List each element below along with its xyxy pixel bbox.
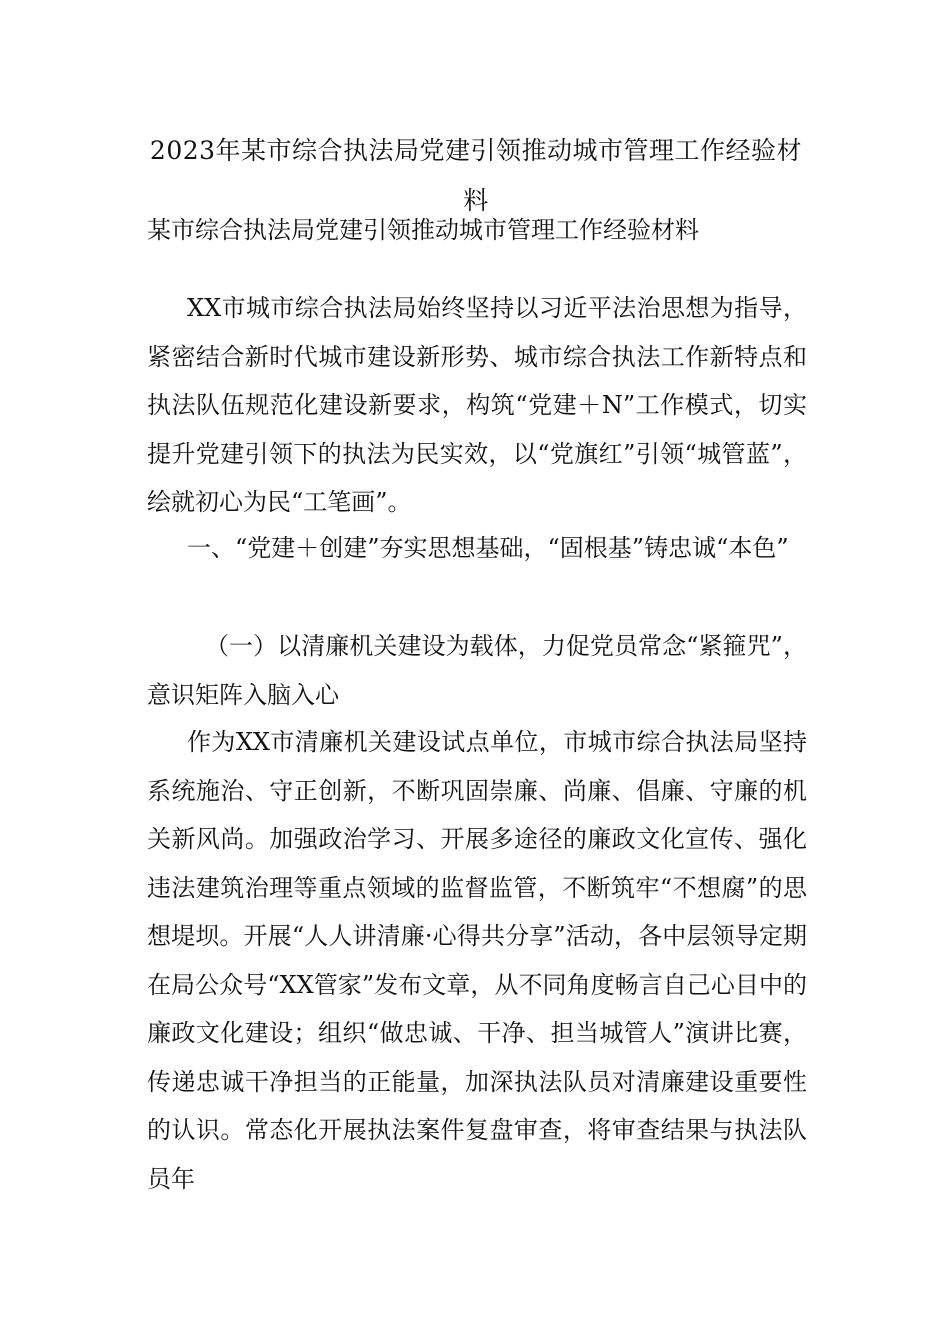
paragraph-intro: XX市城市综合执法局始终坚持以习近平法治思想为指导，紧密结合新时代城市建设新形势、城市综合执法工作新特点和执法队伍规范化建设新要求，构筑“党建＋N”工作模式，切实提升党建引领下的执法为民实效，以“党旗红”引领“城管蓝”，绘就初心为民“工笔画”。 [147, 294, 807, 516]
section-heading-1: 一、“党建＋创建”夯实思想基础，“固根基”铸忠诚“本色” [187, 534, 789, 562]
document-title: 2023年某市综合执法局党建引领推动城市管理工作经验材料 [149, 136, 803, 215]
subsection-heading-1: （一）以清廉机关建设为载体，力促党员常念“紧箍咒”，意识矩阵入脑入心 [147, 632, 807, 709]
document-subtitle: 某市综合执法局党建引领推动城市管理工作经验材料 [147, 216, 699, 244]
paragraph-body-1: 作为XX市清廉机关建设试点单位，市城市综合执法局坚持系统施治、守正创新，不断巩固崇廉、尚廉、倡廉、守廉的机关新风尚。加强政治学习、开展多途径的廉政文化宣传、强化违法建筑治理等重点领域的监督监管，不断筑牢“不想腐”的思想堤坝。开展“人人讲清廉·心得共分享”活动，各中层领导定期在局公众号“XX管家”发布文章，从不同角度畅言自己心目中的廉政文化建设；组织“做忠诚、干净、担当城管人”演讲比赛，传递忠诚干净担当的正能量，加深执法队员对清廉建设重要性的认识。常态化开展执法案件复盘审查，将审查结果与执法队员年 [147, 728, 807, 1193]
